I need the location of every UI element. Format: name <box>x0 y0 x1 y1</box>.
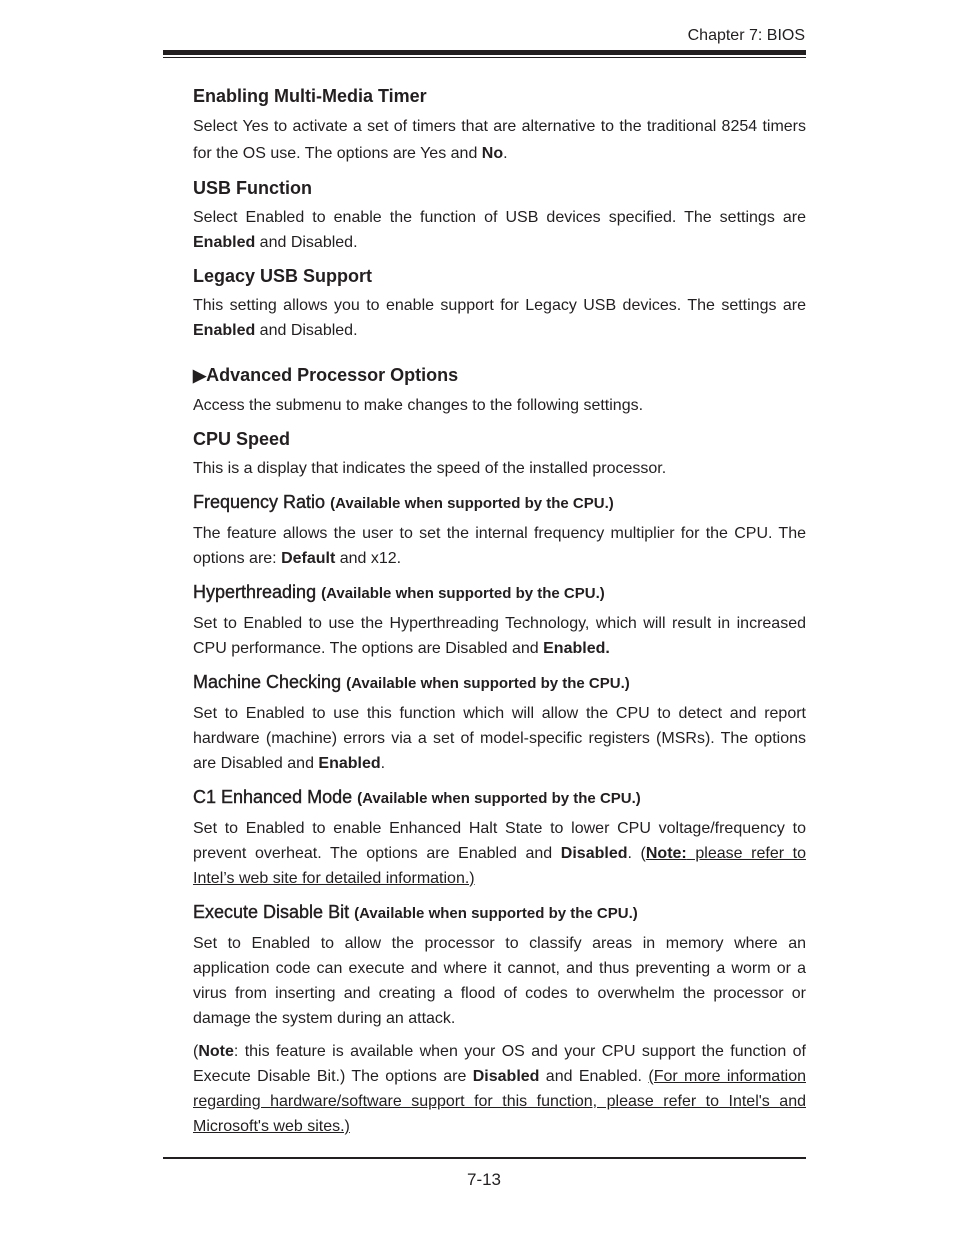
page-content <box>193 84 806 1139</box>
section-body: Set to Enabled to use this function which will allow the CPU to detect and report hardware (machine) errors via a set of model-specific registers (MSRs). The options are Disabled and Enabled. <box>193 705 806 772</box>
submenu-arrow-icon: ▶ <box>193 366 207 385</box>
chapter-header: Chapter 7: BIOS <box>687 27 805 44</box>
header-rule-thick <box>163 50 806 55</box>
submenu-title[interactable]: ▶Advanced Processor Options <box>193 365 459 385</box>
section-body: Set to Enabled to enable Enhanced Halt State to lower CPU voltage/frequency to prevent overheat. The options are Enabled and Disabled. (Note: please refer to Intel’s web site for detailed information.) <box>193 820 806 887</box>
section-title: CPU Speed <box>193 429 291 449</box>
header-rule-thin <box>163 57 806 58</box>
section-title: Legacy USB Support <box>193 266 373 286</box>
section-body: This setting allows you to enable support for Legacy USB devices. The settings are Enabled and Disabled. <box>193 297 806 339</box>
section-body: Select Yes to activate a set of timers that are alternative to the traditional 8254 timers for the OS use. The options are Yes and No. <box>193 118 806 162</box>
section-title: Frequency Ratio (Available when supported by the CPU.) <box>193 492 614 512</box>
section-body: Select Enabled to enable the function of USB devices specified. The settings are Enabled and Disabled. <box>193 209 806 251</box>
section-note: (Note: this feature is available when your OS and your CPU support the function of Execute Disable Bit.) The options are Disabled and Enabled. (For more information regarding hardware/software support for this function, please refer to Intel's and Microsoft's web sites.) <box>193 1043 806 1135</box>
section-body: Access the submenu to make changes to the following settings. <box>193 397 644 414</box>
section-title: USB Function <box>193 178 312 198</box>
section-title: Execute Disable Bit (Available when supported by the CPU.) <box>193 902 638 922</box>
section-body: Set to Enabled to allow the processor to classify areas in memory where an application code can execute and where it cannot, and thus preventing a worm or a virus from inserting and creating a flood of codes to overwhelm the processor or damage the system during an attack. <box>193 935 806 1027</box>
section-title: Enabling Multi-Media Timer <box>193 86 427 106</box>
footer-rule <box>163 1157 806 1159</box>
section-body: This is a display that indicates the speed of the installed processor. <box>193 460 667 477</box>
section-title: Hyperthreading (Available when supported by the CPU.) <box>193 582 605 602</box>
page-number: 7-13 <box>466 1170 502 1189</box>
intel-note-link[interactable]: Note: please refer to Intel’s web site for detailed information.) <box>193 845 806 887</box>
section-title: C1 Enhanced Mode (Available when supported by the CPU.) <box>193 787 641 807</box>
more-info-link[interactable]: (For more information regarding hardware/software support for this function, please refer to Intel's and Microsoft's web sites.) <box>193 1068 806 1135</box>
section-body: The feature allows the user to set the internal frequency multiplier for the CPU. The options are: Default and x12. <box>193 525 806 567</box>
section-body: Set to Enabled to use the Hyperthreading Technology, which will result in increased CPU performance. The options are Disabled and Enabled. <box>193 615 806 657</box>
section-title: Machine Checking (Available when supported by the CPU.) <box>193 672 630 692</box>
